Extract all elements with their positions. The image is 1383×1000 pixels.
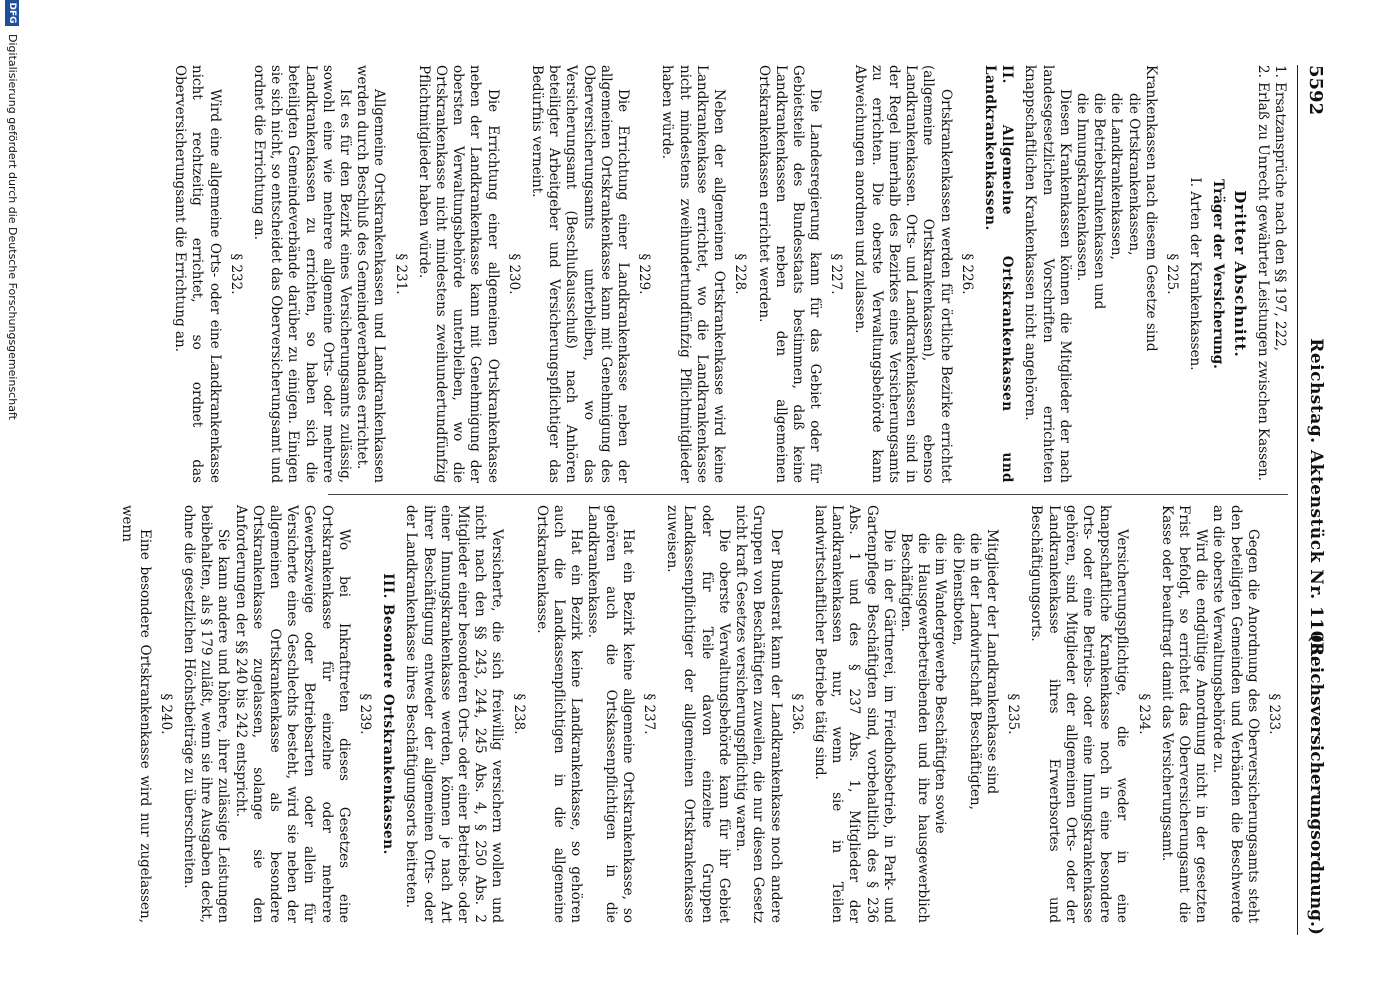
paragraph-text: Ist es für den Bezirk eines Versicherungsamts zulässig, sowohl eine wie mehrere allgemeine Orts- oder mehrere Landkrankenkassen zu errichten, so haben sich die beteiligten Gemeindeverbände darüber zu einigen. Einigen sie sich nicht, so entscheidet das Oberversicherungsamt und ordnet die Errichtung an. <box>251 65 354 483</box>
paragraph-number: § 240. <box>157 693 174 735</box>
paragraph-number: § 227. <box>828 253 845 295</box>
paragraph-text: Eine besondere Ortskrankenkasse wird nur zugelassen, wenn <box>119 505 153 923</box>
paragraph-number: § 229. <box>636 253 653 295</box>
page-header <box>1297 65 1328 935</box>
paragraph-text: Krankenkassen nach diesem Gesetze sind <box>1142 65 1159 352</box>
paragraph-text: Hat ein Bezirk keine allgemeine Ortskrankenkasse, so gehören auch die Ortskassenpflichtigen in die Landkrankenkasse. <box>585 505 636 923</box>
paragraph-text: Die in der Gärtnerei, im Friedhofsbetrieb, in Park- und Gartenpflege Beschäftigten sind, vorbehaltlich des § 236 Abs. 1 und des § 237 Abs. 1, Mitglieder der Landkrankenkassen nur, wenn sie in Teilen landwirtschaftlicher Betriebe tätig sind. <box>811 505 897 923</box>
paragraph-number: § 234. <box>1135 693 1152 735</box>
dfg-logo-icon: DFG <box>5 0 19 26</box>
paragraph-number: § 230. <box>505 253 522 295</box>
paragraph-text: Wo bei Inkrafttreten dieses Gesetzes eine Ortskrankenkasse für einzelne oder mehrere Gewerbszweige oder Betriebsarten oder allein für Versicherte eines Geschlechts besteht, wird sie neben der allgemeinen Ortskrankenkasse als besondere Ortskrankenkasse zugelassen, solange sie den Anforderungen der §§ 240 bis 242 entspricht. <box>232 505 352 923</box>
page-title: Reichstag. Aktenstück Nr. 1108. <box>1306 338 1326 662</box>
paragraph-text: Sie kann andere und höhere, ihrer zulässige Leistungen beibehalten, als § 179 zuläßt, wenn sie ihre Ausgaben deckt, ohne die gesetzlichen Höchstbeiträge zu überschreiten. <box>181 505 232 923</box>
page-header-right: (Reichsversicherungsordnung.) <box>1306 633 1326 935</box>
paragraph-number: § 226. <box>958 253 975 295</box>
paragraph-text: Die Landesregierung kann für das Gebiet oder für Gebietsteile des Bundesstaats bestimmen, daß keine Landkrankenkassen neben den allgemeinen Ortskrankenkassen errichtet werden. <box>755 65 824 483</box>
paragraph-text: Allgemeine Ortskrankenkassen und Landkrankenkassen werden durch Beschluß des Gemeindeverbandes errichtet. <box>354 65 388 483</box>
paragraph-text: Gegen die Anordnung des Oberversicherungsamts steht den beteiligten Gemeinden und Verbänden die Beschwerde an die oberste Verwaltungsbehörde zu. <box>1210 505 1261 923</box>
digitization-footer <box>1 0 21 1000</box>
part-heading: III. Besondere Ortskrankenkassen. <box>380 573 397 855</box>
section-heading: Dritter Abschnitt. <box>1230 190 1249 358</box>
part-heading: I. Arten der Krankenkassen. <box>1187 177 1204 371</box>
part-heading: II. Allgemeine Ortskrankenkassen und Landkrankenkassen. <box>981 65 1016 483</box>
paragraph-number: § 237. <box>641 693 658 735</box>
list-item: die Innungskrankenkassen. <box>1073 93 1090 282</box>
list-item: die Landkrankenkassen, <box>1108 93 1125 260</box>
paragraph-text: Wird die endgültige Anordnung nicht in der gesetzten Frist befolgt, so errichtet das Oberversicherungsamt die Kasse oder beauftragt damit das Versicherungsamt. <box>1158 505 1210 923</box>
paragraph-text: Die oberste Verwaltungsbehörde kann für ihr Gebiet oder für Teile davon einzelne Gruppen Landkassenpflichtiger der allgemeinen Ortskrankenkasse zuweisen. <box>664 505 732 923</box>
paragraph-number: § 231. <box>392 253 409 295</box>
paragraph-number: § 232. <box>227 253 244 295</box>
page-number: 5592 <box>1305 65 1326 116</box>
paragraph-text: Ortskrankenkassen werden für örtliche Bezirke errichtet (allgemeine Ortskrankenkassen), ebenso Landkrankenkassen. Orts- und Landkrankenkassen sind in der Regel innerhalb des Bezirkes eines Versicherungsamts zu errichten. Die oberste Verwaltungsbehörde kann Abweichungen anordnen und zulassen. <box>851 65 954 483</box>
paragraph-text: Die Errichtung einer Landkrankenkasse neben der allgemeinen Ortskrankenkasse kann mit Genehmigung des Oberversicherungsamts unterbleiben, wo das Versicherungsamt (Beschlußausschuß) nach Anhören beteiligter Arbeitgeber und Versicherungspflichtiger das Bedürfnis verneint. <box>529 65 632 483</box>
paragraph-number: § 233. <box>1266 693 1282 735</box>
paragraph-number: § 225. <box>1163 253 1180 295</box>
paragraph-text: Versicherungspflichtige, die weder in eine knappschaftliche Krankenkasse noch in eine besondere Orts- oder eine Betriebs- oder eine Innungskrankenkasse gehören, sind Mitglieder der allgemeinen Orts- oder der Landkrankenkasse ihres Erwerbsortes und Beschäftigungsorts. <box>1028 505 1131 923</box>
funding-note: Digitalisierung gefördert durch die Deutsche Forschungsgemeinschaft <box>6 34 19 420</box>
paragraph-number: § 236. <box>788 693 805 735</box>
list-item: die Betriebskrankenkassen und <box>1091 93 1108 310</box>
paragraph-text: Wird eine allgemeine Orts- oder eine Landkrankenkasse nicht rechtzeitig errichtet, so ordnet das Oberversicherungsamt die Errichtung an. <box>172 65 223 483</box>
paragraph-text: Neben der allgemeinen Ortskrankenkasse wird keine Landkrankenkasse errichtet, wo die Landkrankenkasse nicht mindestens zweihundertundfünfzig Pflichtmitglieder haben würde. <box>659 65 728 483</box>
section-subheading: Träger der Versicherung. <box>1210 179 1227 369</box>
paragraph-text: Hat ein Bezirk keine Landkrankenkasse, so gehören auch die Landkassenpflichtigen in die allgemeine Ortskrankenkasse. <box>533 505 585 923</box>
paragraph-text: Mitglieder der Landkrankenkasse sind <box>983 529 1000 795</box>
paragraph-text: Die Errichtung einer allgemeinen Ortskrankenkasse neben der Landkrankenkasse kann mit Genehmigung der obersten Verwaltungsbehörde unterbleiben, wo die Ortskrankenkasse nicht mindestens zweihundertundfünfzig Pflichtmitglieder haben würde. <box>415 65 501 483</box>
left-column <box>48 65 1288 483</box>
document-sheet <box>48 65 1328 935</box>
paragraph-number: § 235. <box>1005 693 1022 735</box>
paragraph-number: § 238. <box>510 693 527 735</box>
right-column <box>48 505 1288 923</box>
paragraph-number: § 239. <box>357 693 374 735</box>
column-divider <box>328 494 1288 495</box>
paragraph-text: Der Bundesrat kann der Landkrankenkasse noch andere Gruppen von Beschäftigten zuweilen, die nur diesen Gesetz nicht kraft Gesetzes versicherungspflichtig waren. <box>733 505 784 923</box>
list-item: 2. Erlaß zu Unrecht gewährter Leistungen zwischen Kassen. <box>1254 65 1271 482</box>
list-item: 1. Ersatzansprüche nach den §§ 197, 222, <box>1272 65 1288 352</box>
paragraph-text: Diesen Krankenkassen können die Mitglieder der nach landesgesetzlichen Vorschriften errichteten knappschaftlichen Krankenkassen nicht angehören. <box>1022 65 1073 483</box>
list-item: die Dienstboten, <box>949 533 966 646</box>
list-item: die Hausgewerbetreibenden und ihre hausgewerblich Beschäftigten. <box>897 533 932 923</box>
list-item: die Ortskrankenkassen, <box>1125 93 1142 256</box>
paragraph-text: Versicherte, die sich freiwillig versichern wollen und nicht nach den §§ 243, 244, 245 Abs. 4, § 250 Abs. 2 Mitglieder einer besonderen Orts- oder einer Betriebs- oder einer Innungskrankenkasse werden, können je nach Art ihrer Beschäftigung entweder der allgemeinen Orts- oder der Landkrankenkasse ihres Beschäftigungsorts beitreten. <box>403 505 506 923</box>
list-item: die im Wandergewerbe Beschäftigten sowie <box>932 533 949 834</box>
list-item: die in der Landwirtschaft Beschäftigten, <box>966 533 983 810</box>
paragraph-number: § 228. <box>732 253 749 295</box>
